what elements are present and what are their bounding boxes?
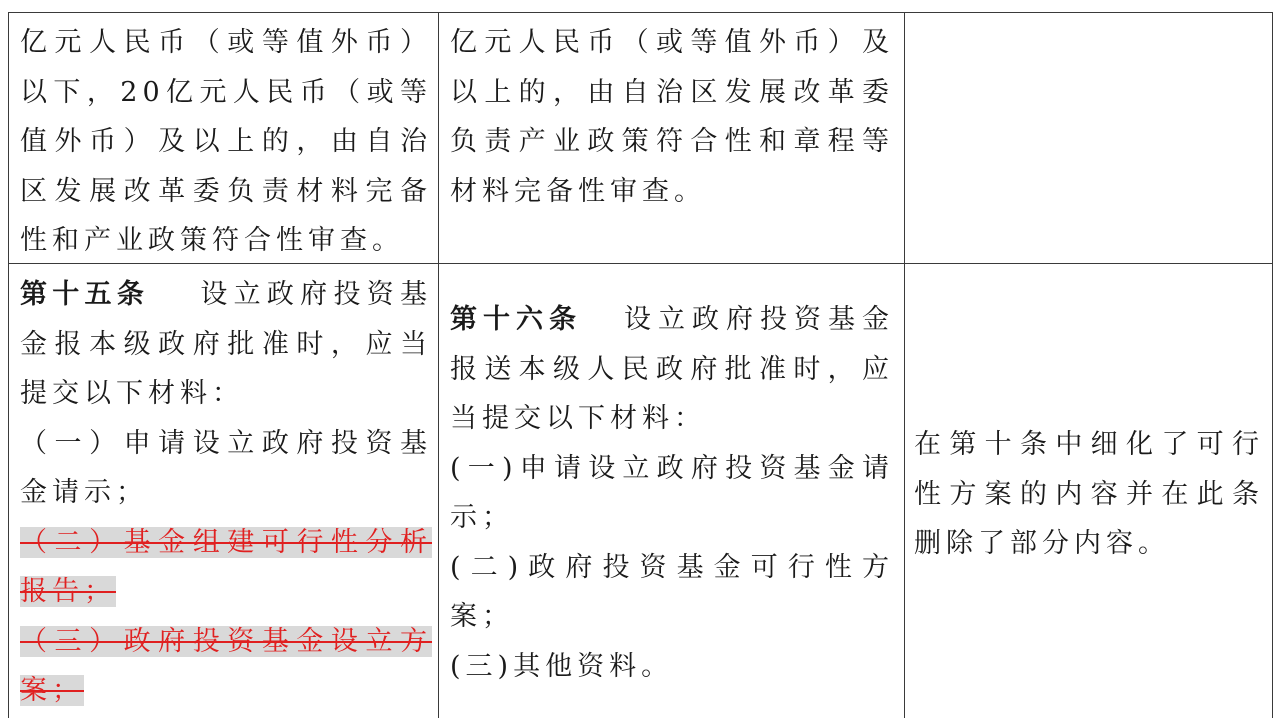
column-divider-2 [904, 12, 905, 718]
new-item-3: (三)其他资料。 [450, 650, 674, 682]
old-article-label: 第十五条 [20, 279, 150, 310]
row1-old-text-cell [20, 18, 432, 266]
table-border-right [1272, 12, 1273, 718]
row2-note-cell [914, 420, 1264, 569]
old-article-text: 设立政府投资基金报本级政府批准时，应当提交以下材料： [20, 279, 433, 409]
row2-old-text-cell [20, 270, 432, 716]
old-article-paragraph [20, 270, 432, 419]
column-divider-1 [438, 12, 439, 718]
row1-new-text: 亿元人民币（或等值外币）及以上的，由自治区发展改革委负责产业政策符合性和章程等材料完备性审查。 [450, 27, 894, 207]
row2-new-text-cell [450, 295, 894, 691]
new-article-paragraph [450, 295, 894, 444]
table-border-top [8, 12, 1273, 13]
row1-new-text-cell [450, 18, 894, 216]
new-article-label: 第十六条 [450, 304, 582, 335]
old-item-3-wrapper [20, 617, 432, 716]
row1-old-text: 亿元人民币（或等值外币）以下，20亿元人民币（或等值外币）及以上的，由自治区发展改革委负责材料完备性和产业政策符合性审查。 [20, 27, 432, 256]
new-article-text: 设立政府投资基金报送本级人民政府批准时，应当提交以下材料： [450, 304, 894, 434]
old-item-3-deleted: （三）政府投资基金设立方案； [20, 625, 432, 706]
old-item-1: （一）申请设立政府投资基金请示； [20, 427, 432, 508]
old-item-2-deleted: （二）基金组建可行性分析报告； [20, 526, 432, 607]
new-item-2: (二)政府投资基金可行性方案； [450, 551, 894, 632]
table-border-left [8, 12, 9, 718]
row2-note-text: 在第十条中细化了可行性方案的内容并在此条删除了部分内容。 [914, 429, 1264, 559]
old-item-2-wrapper [20, 518, 432, 617]
new-item-1: (一)申请设立政府投资基金请示； [450, 452, 894, 533]
